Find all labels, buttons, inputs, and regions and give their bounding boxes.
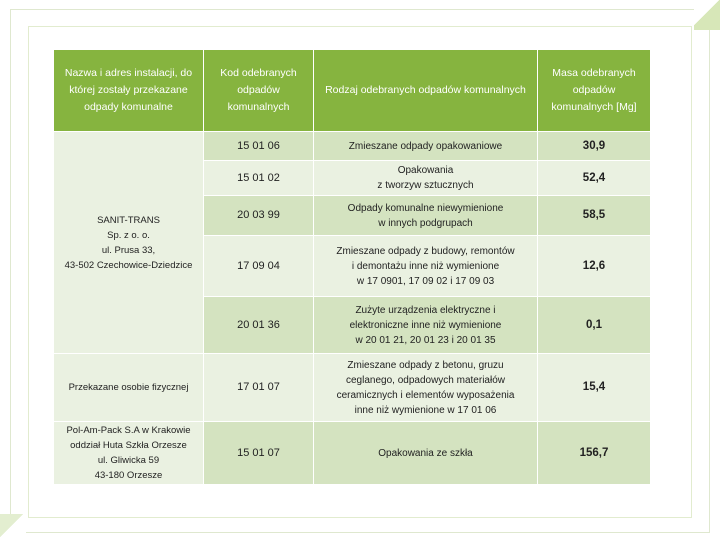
waste-code: 15 01 06 [204, 132, 314, 161]
installation-cell: SANIT-TRANS Sp. z o. o. ul. Prusa 33, 43-502 Czechowice-Dziedzice [54, 132, 204, 354]
waste-mass: 30,9 [538, 132, 651, 161]
waste-mass: 52,4 [538, 161, 651, 196]
waste-type: Zużyte urządzenia elektryczne i elektroniczne inne niż wymienione w 20 01 21, 20 01 23 i 20 01 35 [314, 297, 538, 354]
waste-mass: 15,4 [538, 354, 651, 422]
corner-decoration-bottom-left [0, 514, 26, 540]
table-header-row [54, 50, 651, 132]
waste-code: 17 01 07 [204, 354, 314, 422]
waste-mass: 156,7 [538, 422, 651, 485]
waste-mass: 0,1 [538, 297, 651, 354]
waste-type: Zmieszane odpady opakowaniowe [314, 132, 538, 161]
waste-code: 20 01 36 [204, 297, 314, 354]
installation-cell: Pol-Am-Pack S.A w Krakowie oddział Huta Szkła Orzesze ul. Gliwicka 59 43-180 Orzesze [54, 422, 204, 485]
table-row [54, 132, 651, 161]
waste-type: Opakowania ze szkła [314, 422, 538, 485]
corner-decoration-top-right [694, 0, 720, 30]
waste-type: Zmieszane odpady z budowy, remontów i demontażu inne niż wymienione w 17 0901, 17 09 02 i 17 09 03 [314, 236, 538, 297]
waste-table [53, 49, 651, 485]
waste-mass: 58,5 [538, 196, 651, 236]
waste-code: 17 09 04 [204, 236, 314, 297]
header-type: Rodzaj odebranych odpadów komunalnych [314, 50, 538, 132]
table-row [54, 354, 651, 422]
waste-type: Zmieszane odpady z betonu, gruzu ceglanego, odpadowych materiałów ceramicznych i elementów wyposażenia inne niż wymienione w 17 01 06 [314, 354, 538, 422]
header-mass: Masa odebranych odpadów komunalnych [Mg] [538, 50, 651, 132]
header-installation: Nazwa i adres instalacji, do której zostały przekazane odpady komunalne [54, 50, 204, 132]
waste-code: 15 01 07 [204, 422, 314, 485]
waste-type: Odpady komunalne niewymienione w innych podgrupach [314, 196, 538, 236]
waste-code: 20 03 99 [204, 196, 314, 236]
waste-type: Opakowania z tworzyw sztucznych [314, 161, 538, 196]
waste-code: 15 01 02 [204, 161, 314, 196]
installation-cell: Przekazane osobie fizycznej [54, 354, 204, 422]
table-row [54, 422, 651, 485]
waste-mass: 12,6 [538, 236, 651, 297]
header-code: Kod odebranych odpadów komunalnych [204, 50, 314, 132]
